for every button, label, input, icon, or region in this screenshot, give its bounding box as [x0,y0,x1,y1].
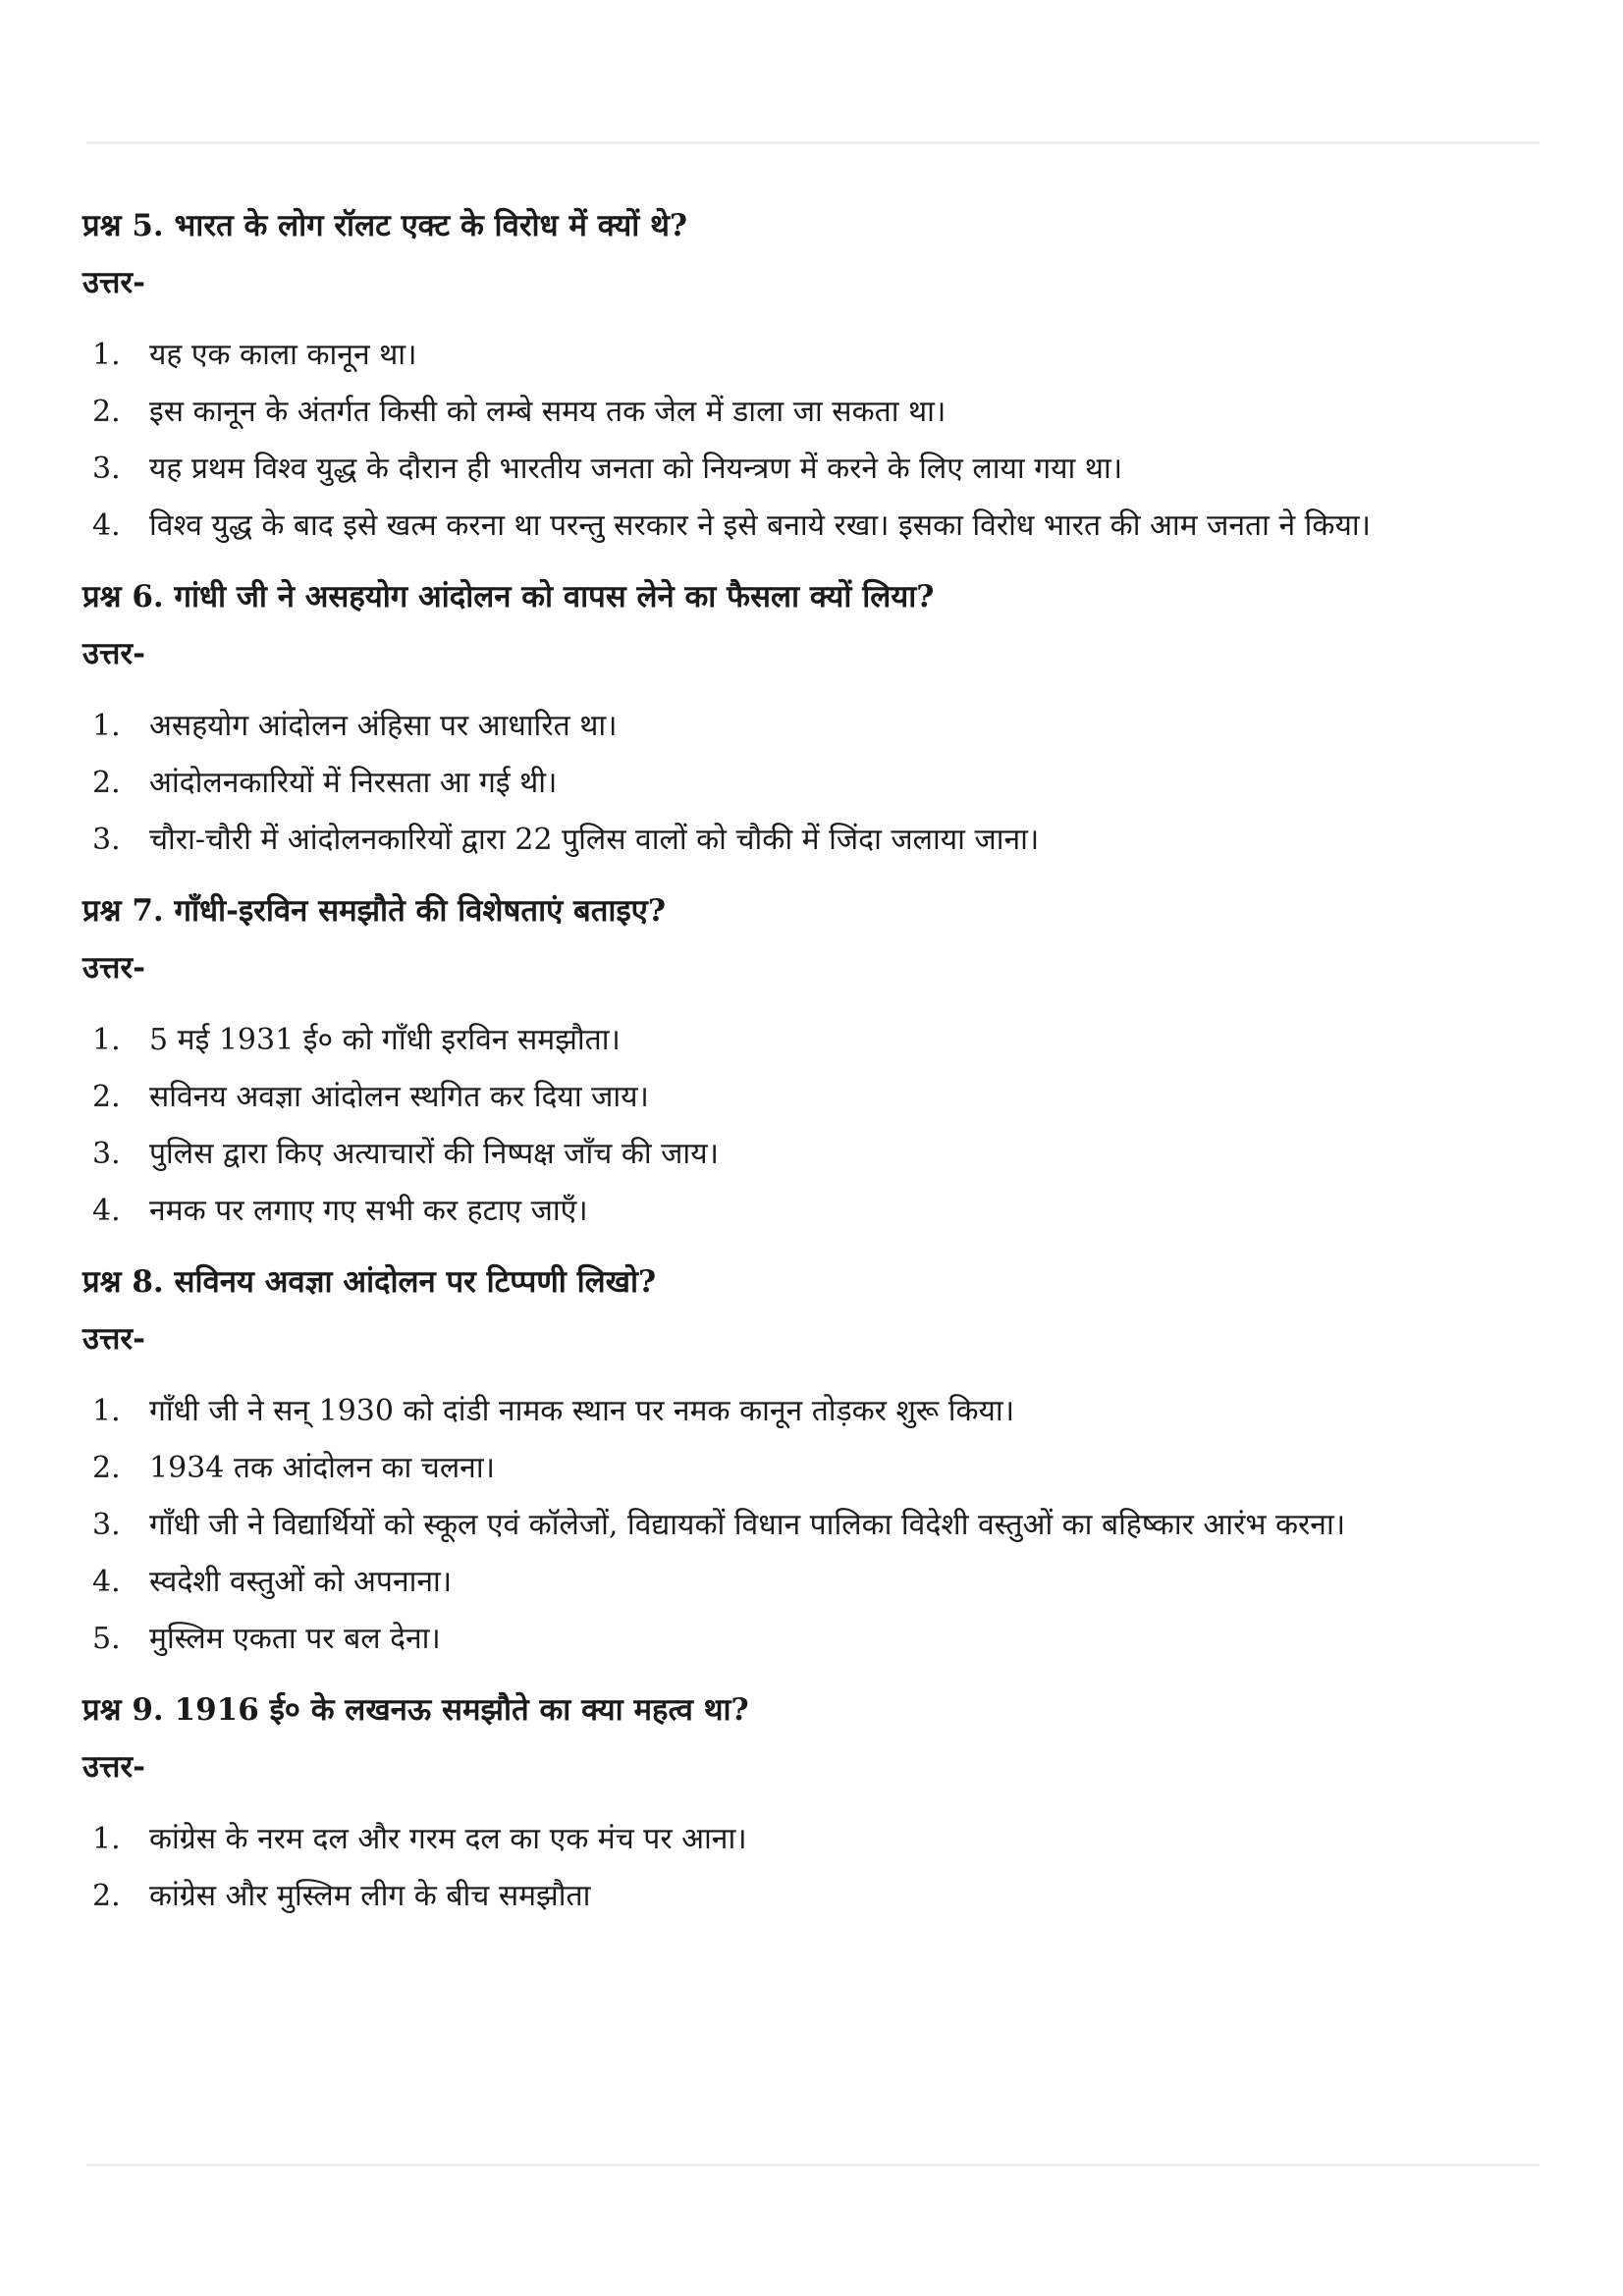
question-heading: प्रश्न 9. 1916 ई० के लखनऊ समझौते का क्या महत्व था? [82,1692,749,1728]
list-text: गाँधी जी ने सन् 1930 को दांडी नामक स्थान पर नमक कानून तोड़कर शुरू किया। [149,1394,1015,1428]
list-item [82,1392,1545,1431]
list-item [82,1620,1545,1659]
list-number: 3. [92,823,121,857]
list-item [82,450,1545,489]
question-heading: प्रश्न 6. गांधी जी ने असहयोग आंदोलन को वापस लेने का फैसला क्यों लिया? [82,579,935,614]
list-number: 2. [92,395,121,429]
answer-list [82,1820,1545,1916]
list-number: 1. [92,709,121,743]
list-item [82,821,1545,860]
question-block-8 [82,1262,1545,1659]
question-block-9 [82,1690,1545,1916]
list-text: यह एक काला कानून था। [149,338,417,372]
list-text: पुलिस द्वारा किए अत्याचारों की निष्पक्ष जाँच की जाय। [149,1137,719,1171]
list-text: सविनय अवज्ञा आंदोलन स्थगित कर दिया जाय। [149,1080,649,1114]
list-item [82,1877,1545,1916]
list-item [82,393,1545,432]
list-item [82,336,1545,375]
list-number: 2. [92,1080,121,1114]
list-number: 3. [92,1137,121,1171]
list-text: स्वदेशी वस्तुओं को अपनाना। [149,1565,453,1599]
list-text: यह प्रथम विश्व युद्ध के दौरान ही भारतीय जनता को नियन्त्रण में करने के लिए लाया गया था। [149,452,1123,486]
list-number: 4. [92,1194,121,1228]
list-number: 5. [92,1622,121,1656]
list-item [82,1078,1545,1117]
list-number: 2. [92,766,121,800]
list-text: इस कानून के अंतर्गत किसी को लम्बे समय तक जेल में डाला जा सकता था। [149,395,947,429]
list-text: आंदोलनकारियों में निरसता आ गई थी। [149,766,558,800]
list-item [82,1021,1545,1060]
list-item [82,1506,1545,1545]
list-text: गाँधी जी ने विद्यार्थियों को स्कूल एवं कॉलेजों, विद्यायकों विधान पालिका विदेशी वस्तुओं का बहिष्कार आरंभ करना। [149,1508,1346,1542]
question-heading: प्रश्न 7. गाँधी-इरविन समझौते की विशेषताएं बताइए? [82,893,666,929]
question-block-5 [82,206,1545,546]
list-number: 2. [92,1451,121,1485]
answer-label: उत्तर- [82,265,145,300]
list-number: 4. [92,1565,121,1599]
list-number: 4. [92,508,121,543]
list-number: 3. [92,452,121,486]
answer-label: उत्तर- [82,636,145,671]
question-heading: प्रश्न 8. सविनय अवज्ञा आंदोलन पर टिप्पणी लिखो? [82,1264,657,1300]
list-item [82,507,1545,546]
list-text: विश्व युद्ध के बाद इसे खत्म करना था परन्तु सरकार ने इसे बनाये रखा। इसका विरोध भारत की आम जनता ने किया। [149,508,1371,543]
answer-label: उत्तर- [82,950,145,986]
document-body [82,206,1545,1948]
list-item [82,1135,1545,1174]
top-divider [86,141,1540,144]
answer-label: उत्तर- [82,1321,145,1357]
list-text: कांग्रेस के नरम दल और गरम दल का एक मंच पर आना। [149,1822,747,1856]
list-text: कांग्रेस और मुस्लिम लीग के बीच समझौता [149,1879,591,1913]
list-item [82,1820,1545,1859]
bottom-divider [86,2163,1540,2166]
answer-list [82,336,1545,546]
answer-list [82,1021,1545,1231]
list-number: 3. [92,1508,121,1542]
question-block-7 [82,891,1545,1231]
list-number: 1. [92,1822,121,1856]
list-item [82,1563,1545,1602]
list-text: चौरा-चौरी में आंदोलनकारियों द्वारा 22 पुलिस वालों को चौकी में जिंदा जलाया जाना। [149,823,1040,857]
list-item [82,764,1545,803]
list-number: 1. [92,1394,121,1428]
list-number: 1. [92,1023,121,1057]
question-block-6 [82,577,1545,860]
answer-list [82,1392,1545,1659]
list-item [82,707,1545,746]
list-number: 2. [92,1879,121,1913]
question-heading: प्रश्न 5. भारत के लोग रॉलट एक्ट के विरोध में क्यों थे? [82,208,688,243]
list-number: 1. [92,338,121,372]
answer-label: उत्तर- [82,1749,145,1785]
list-text: 5 मई 1931 ई० को गाँधी इरविन समझौता। [149,1023,621,1057]
answer-list [82,707,1545,860]
list-text: असहयोग आंदोलन अंहिसा पर आधारित था। [149,709,618,743]
list-text: 1934 तक आंदोलन का चलना। [149,1451,495,1485]
list-item [82,1449,1545,1488]
list-item [82,1192,1545,1231]
list-text: नमक पर लगाए गए सभी कर हटाए जाएँ। [149,1194,588,1228]
list-text: मुस्लिम एकता पर बल देना। [149,1622,441,1656]
